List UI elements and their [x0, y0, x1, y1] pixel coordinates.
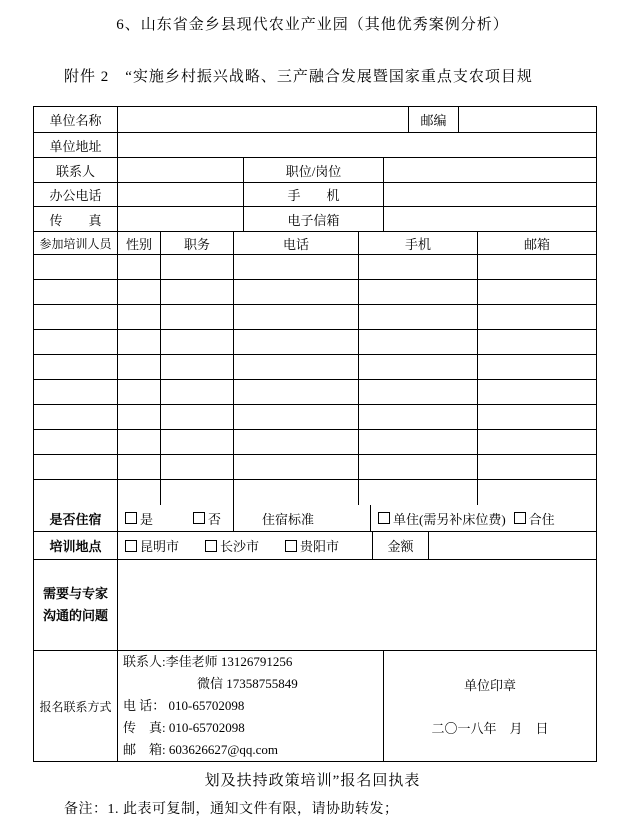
participant-cell [34, 380, 118, 404]
registration-contact-label: 报名联系方式 [34, 651, 118, 761]
date-label: 二〇一八年 月 日 [431, 721, 549, 736]
participants-header-row [34, 232, 596, 255]
email-value [384, 207, 596, 231]
stamp-cell [384, 651, 596, 761]
location-option-guiyang [285, 536, 339, 555]
location-label: 培训地点 [34, 532, 118, 559]
participant-cell [161, 255, 234, 279]
amount-value [429, 532, 596, 559]
participant-cell [161, 480, 234, 505]
participant-row [34, 380, 596, 405]
participant-cell [161, 380, 234, 404]
page-title: 6、山东省金乡县现代农业产业园（其他优秀案例分析） [116, 17, 509, 33]
contact-line: 联系人:李佳老师 13126791256 [123, 654, 293, 669]
participant-cell [478, 330, 596, 354]
participant-cell [34, 305, 118, 329]
checkbox-guiyang-icon [285, 540, 297, 552]
office-phone-value [118, 183, 244, 206]
questions-value [118, 560, 596, 650]
row-questions [34, 560, 596, 651]
row-contact-person [34, 158, 596, 183]
participant-row [34, 480, 596, 505]
participant-cell [234, 355, 359, 379]
participants-col-title: 职务 [161, 232, 234, 254]
email-label: 电子信箱 [244, 207, 384, 231]
location-option-kunming [125, 536, 179, 555]
participant-cell [359, 405, 478, 429]
unit-name-label: 单位名称 [34, 107, 118, 132]
row-location [34, 532, 596, 560]
footer-title: 划及扶持政策培训”报名回执表 [204, 773, 421, 789]
participant-cell [359, 430, 478, 454]
location-options-cell [118, 532, 373, 559]
checkbox-single-icon [378, 512, 390, 524]
note: 备注：1. 此表可复制，通知文件有限，请协助转发； [64, 802, 399, 817]
participant-cell [234, 255, 359, 279]
participant-cell [118, 255, 161, 279]
row-fax [34, 207, 596, 232]
participant-cell [359, 330, 478, 354]
participant-cell [161, 455, 234, 479]
accommodation-standard-label: 住宿标准 [234, 505, 371, 531]
stamp-label: 单位印章 [463, 678, 516, 693]
accommodation-yes-option [125, 509, 153, 528]
participants-col-email: 邮箱 [523, 236, 550, 252]
questions-label-line2: 沟通的问题 [42, 608, 108, 623]
participant-cell [478, 255, 596, 279]
participant-cell [34, 405, 118, 429]
postcode-value [459, 107, 596, 132]
participant-cell [118, 380, 161, 404]
registration-contact-info [118, 651, 384, 761]
unit-name-value [118, 107, 409, 132]
accommodation-label: 是否住宿 [34, 505, 118, 531]
contact-line: 电 话： 010-65702098 [123, 698, 245, 713]
unit-address-value [118, 133, 596, 157]
participant-cell [161, 405, 234, 429]
fax-value [118, 207, 244, 231]
registration-form-table [33, 106, 597, 762]
participant-cell [34, 255, 118, 279]
participant-cell [118, 280, 161, 304]
checkbox-yes-icon [125, 512, 137, 524]
participant-cell [478, 380, 596, 404]
participant-row [34, 255, 596, 280]
participants-col-mobile: 手机 [359, 232, 478, 254]
shared-label: 合住 [528, 511, 555, 527]
location-option-changsha [205, 536, 259, 555]
row-registration-contact [34, 651, 596, 761]
participant-cell [234, 405, 359, 429]
mobile-label: 手 机 [244, 183, 384, 206]
accommodation-shared-option [514, 509, 555, 528]
participant-row [34, 455, 596, 480]
participant-cell [118, 355, 161, 379]
no-label: 否 [208, 511, 222, 527]
contact-person-value [118, 158, 244, 182]
row-unit-address [34, 133, 596, 158]
participant-cell [359, 280, 478, 304]
participant-cell [478, 355, 596, 379]
accommodation-type-cell [371, 505, 596, 531]
participant-cell [118, 405, 161, 429]
row-office-phone [34, 183, 596, 207]
checkbox-no-icon [193, 512, 205, 524]
participant-cell [478, 430, 596, 454]
fax-label: 传 真 [34, 207, 118, 231]
participant-cell [34, 480, 118, 505]
participant-cell [359, 255, 478, 279]
accommodation-single-option [378, 509, 506, 528]
participant-cell [478, 480, 596, 505]
participant-cell [478, 280, 596, 304]
participant-cell [161, 430, 234, 454]
contact-line: 邮 箱: 603626627@qq.com [123, 742, 278, 757]
position-label: 职位/岗位 [244, 158, 384, 182]
mobile-value [384, 183, 596, 206]
participant-empty-rows [34, 255, 596, 505]
participant-cell [234, 280, 359, 304]
row-accommodation [34, 505, 596, 532]
checkbox-changsha-icon [205, 540, 217, 552]
attachment-title: 附件 2 “实施乡村振兴战略、三产融合发展暨国家重点支农项目规 [64, 69, 533, 85]
changsha-label: 长沙市 [220, 539, 260, 554]
participant-cell [234, 330, 359, 354]
participant-cell [478, 455, 596, 479]
questions-label-line1: 需要与专家 [42, 586, 108, 601]
single-label: 单住(需另补床位费) [393, 511, 506, 527]
kunming-label: 昆明市 [140, 539, 180, 554]
postcode-label: 邮编 [409, 107, 459, 132]
participant-cell [359, 380, 478, 404]
questions-label [34, 560, 118, 650]
accommodation-yes-no-cell [118, 505, 234, 531]
contact-line: 传 真: 010-65702098 [123, 720, 245, 735]
participant-cell [161, 305, 234, 329]
participant-cell [478, 405, 596, 429]
participant-cell [34, 430, 118, 454]
accommodation-no-option [193, 509, 221, 528]
checkbox-kunming-icon [125, 540, 137, 552]
participant-cell [161, 330, 234, 354]
yes-label: 是 [140, 511, 154, 527]
contact-person-label: 联系人 [34, 158, 118, 182]
participant-cell [34, 330, 118, 354]
participant-row [34, 330, 596, 355]
guiyang-label: 贵阳市 [300, 539, 340, 554]
participant-cell [359, 455, 478, 479]
amount-label: 金额 [373, 532, 429, 559]
participant-cell [478, 305, 596, 329]
participant-cell [118, 305, 161, 329]
participant-row [34, 305, 596, 330]
participant-cell [161, 280, 234, 304]
participant-row [34, 280, 596, 305]
participants-col-name: 参加培训人员 [34, 232, 118, 254]
participant-cell [118, 430, 161, 454]
participant-cell [34, 280, 118, 304]
participants-col-gender: 性别 [118, 232, 161, 254]
participant-cell [234, 430, 359, 454]
participants-col-phone: 电话 [234, 232, 359, 254]
contact-line: 微信 17358755849 [197, 676, 298, 691]
participant-cell [359, 305, 478, 329]
participant-cell [234, 380, 359, 404]
participant-cell [118, 330, 161, 354]
row-unit-name [34, 107, 596, 133]
participant-cell [234, 305, 359, 329]
checkbox-shared-icon [514, 512, 526, 524]
participant-row [34, 405, 596, 430]
participant-cell [34, 355, 118, 379]
participant-cell [34, 455, 118, 479]
unit-address-label: 单位地址 [34, 133, 118, 157]
participant-cell [359, 355, 478, 379]
participant-row [34, 355, 596, 380]
participant-cell [118, 455, 161, 479]
participant-cell [161, 355, 234, 379]
participant-cell [234, 480, 359, 505]
participant-row [34, 430, 596, 455]
participant-cell [118, 480, 161, 505]
participant-cell [234, 455, 359, 479]
participant-cell [359, 480, 478, 505]
position-value [384, 158, 596, 182]
office-phone-label: 办公电话 [34, 183, 118, 206]
